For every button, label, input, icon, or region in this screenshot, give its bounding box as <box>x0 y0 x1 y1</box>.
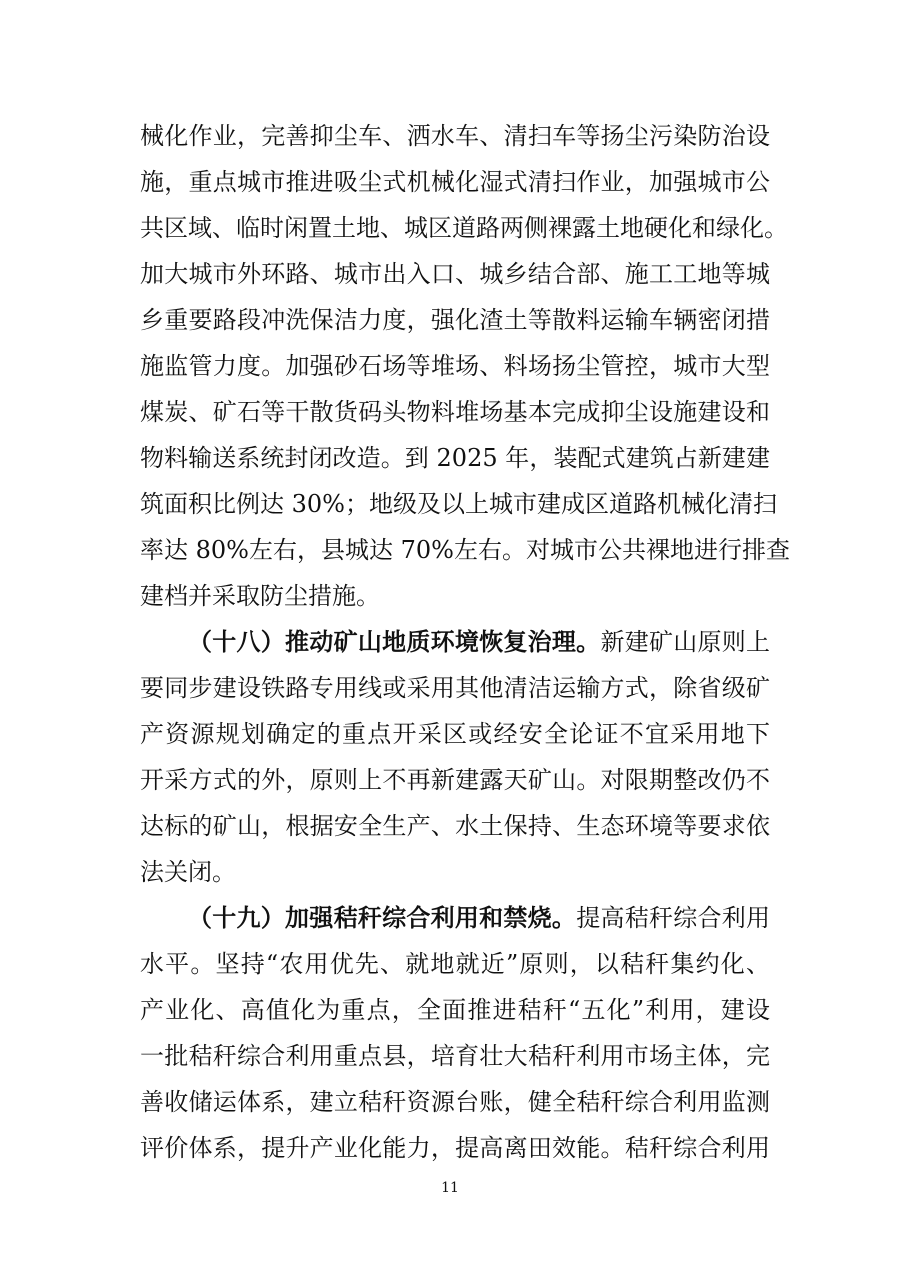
text-line: 一批秸秆综合利用重点县，培育壮大秸秆利用市场主体，完 <box>140 1042 770 1070</box>
text-line: 械化作业，完善抑尘车、洒水车、清扫车等扬尘污染防治设 <box>140 122 770 150</box>
text-line: 建档并采取防尘措施。 <box>140 582 380 610</box>
text-line: 评价体系，提升产业化能力，提高离田效能。秸秆综合利用 <box>140 1134 770 1162</box>
first-line-text: 新建矿山原则上 <box>600 628 771 656</box>
paragraph-dust-control <box>140 113 790 619</box>
body-text <box>140 113 790 1171</box>
paragraph-straw-utilization <box>140 895 770 1171</box>
text-line: 水平。坚持“农用优先、就地就近”原则，以秸秆集约化、 <box>140 950 770 978</box>
text-line: 加大城市外环路、城市出入口、城乡结合部、施工工地等城 <box>140 260 770 288</box>
text-line: 产资源规划确定的重点开采区或经安全论证不宜采用地下 <box>140 720 770 748</box>
text-line: 法关闭。 <box>140 858 236 886</box>
section-heading: （十九）加强秸秆综合利用和禁烧。 <box>188 904 577 932</box>
text-line: 煤炭、矿石等干散货码头物料堆场基本完成抑尘设施建设和 <box>140 398 770 426</box>
text-line: 率达 80%左右，县城达 70%左右。对城市公共裸地进行排查 <box>140 536 790 564</box>
paragraph-first-line <box>140 895 770 941</box>
page-number: 11 <box>441 1180 459 1196</box>
text-line: 产业化、高值化为重点，全面推进秸秆“五化”利用，建设 <box>140 996 770 1024</box>
text-line: 要同步建设铁路专用线或采用其他清洁运输方式，除省级矿 <box>140 674 770 702</box>
first-line-text: 提高秸秆综合利用 <box>576 904 771 932</box>
text-line: 善收储运体系，建立秸秆资源台账，健全秸秆综合利用监测 <box>140 1088 770 1116</box>
section-heading: （十八）推动矿山地质环境恢复治理。 <box>188 628 601 656</box>
text-line: 乡重要路段冲洗保洁力度，强化渣土等散料运输车辆密闭措 <box>140 306 770 334</box>
text-line: 施监管力度。加强砂石场等堆场、料场扬尘管控，城市大型 <box>140 352 770 380</box>
paragraph-first-line <box>140 619 770 665</box>
text-line: 达标的矿山，根据安全生产、水土保持、生态环境等要求依 <box>140 812 770 840</box>
text-line: 共区域、临时闲置土地、城区道路两侧裸露土地硬化和绿化。 <box>140 214 788 242</box>
paragraph-mine-restoration <box>140 619 770 895</box>
text-line: 开采方式的外，原则上不再新建露天矿山。对限期整改仍不 <box>140 766 770 794</box>
text-line: 施，重点城市推进吸尘式机械化湿式清扫作业，加强城市公 <box>140 168 770 196</box>
text-line: 筑面积比例达 30%；地级及以上城市建成区道路机械化清扫 <box>140 490 777 518</box>
text-line: 物料输送系统封闭改造。到 2025 年，装配式建筑占新建建 <box>140 444 770 472</box>
